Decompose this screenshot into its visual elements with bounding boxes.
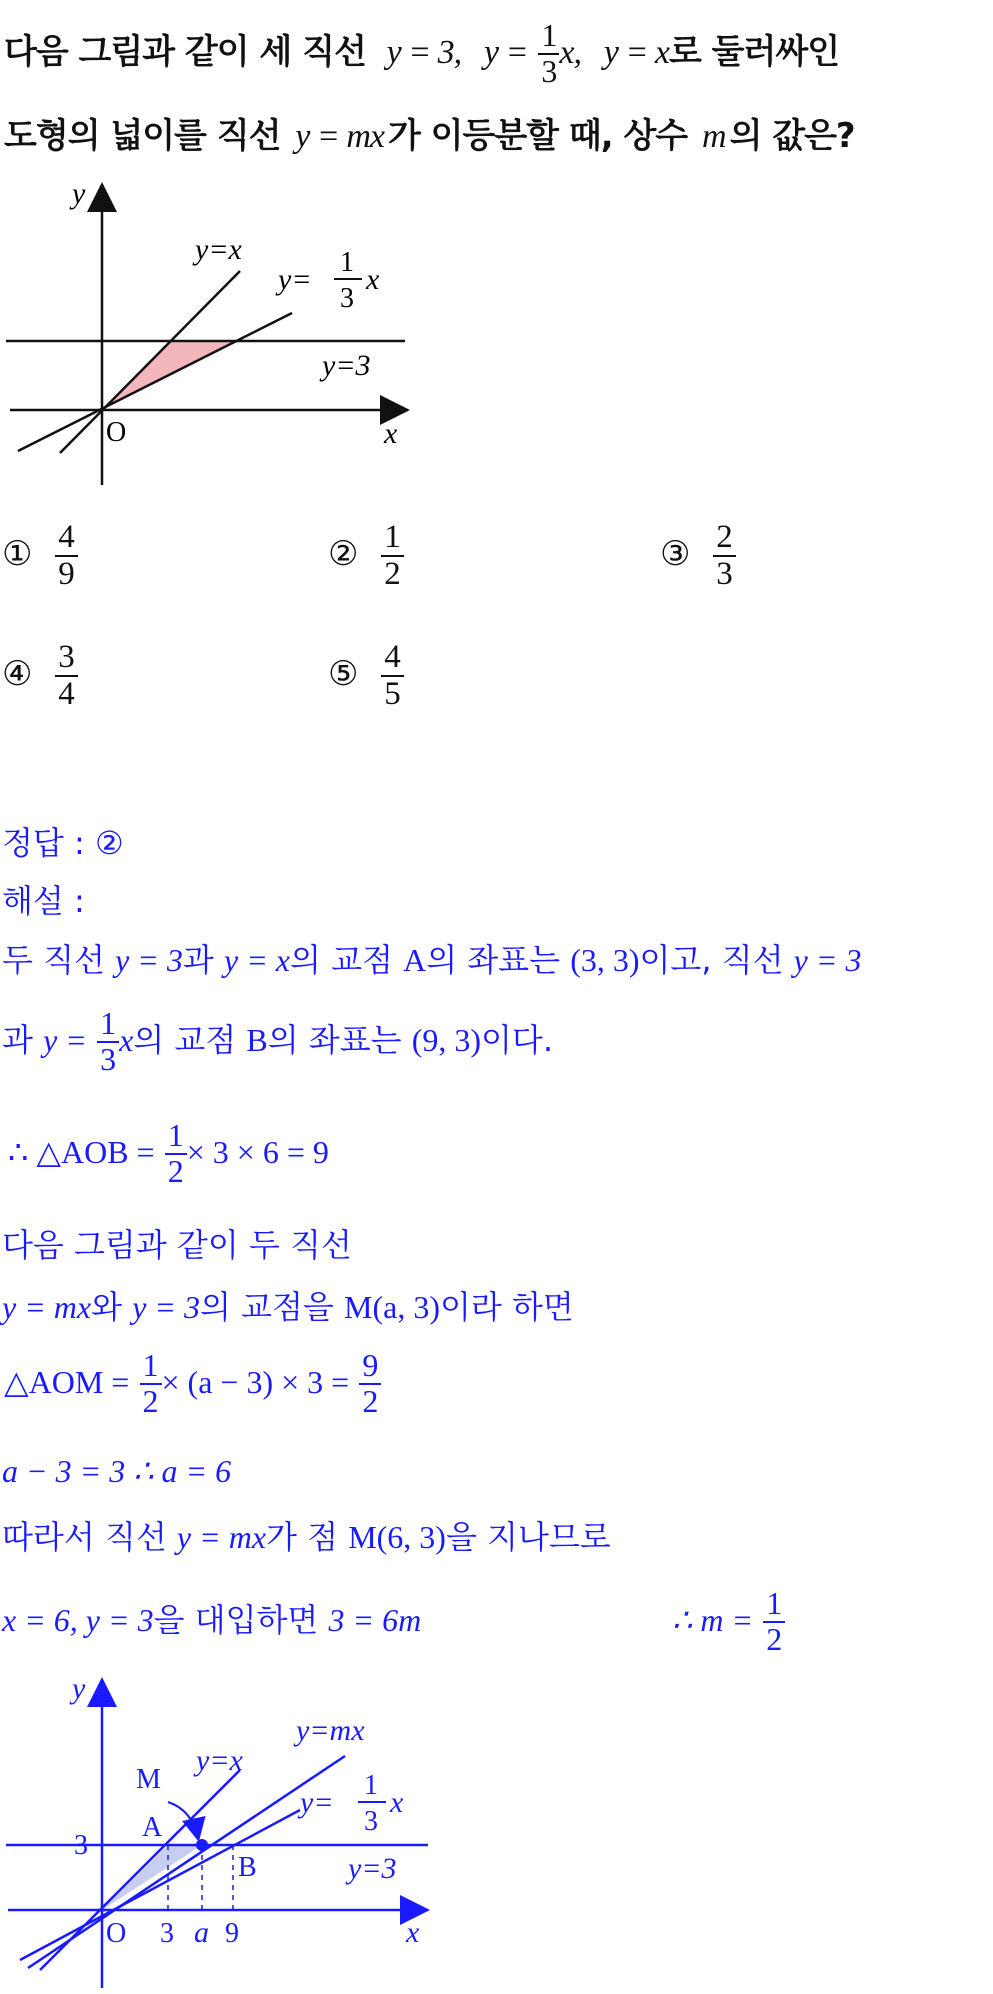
x-axis-label: x [406, 1916, 420, 1949]
label-frac-num: 1 [340, 247, 354, 278]
choice-number: ④ [2, 654, 33, 695]
origin-label: O [106, 417, 127, 448]
point-B-label: B [238, 1852, 257, 1883]
tick-x-a: a [194, 1916, 209, 1949]
solution-line-1: 두 직선 y = 3과 y = x의 교점 A의 좌표는 (3, 3)이고, 직선 y = 3 [2, 941, 862, 979]
label-y-3: y=3 [348, 1852, 397, 1885]
line-y-x [60, 271, 240, 453]
choice-5[interactable] [328, 640, 404, 711]
solution-line-9-result: ∴ m = $\frac{1}{2}$ [672, 1580, 785, 1660]
label-y-mx: y=mx [296, 1714, 365, 1747]
line-y-third-x [18, 313, 292, 451]
equation: y = mx [295, 118, 384, 155]
choice-fraction: $\frac{3}{4}$ [55, 640, 78, 711]
fraction: $\frac{1}{2}$ [140, 1349, 162, 1418]
choice-number: ⑤ [328, 654, 359, 695]
choice-fraction: $\frac{4}{9}$ [55, 520, 78, 591]
solution-line-2: 과 y = $\frac{1}{3}$ x의 교점 B의 좌표는 (9, 3)이다. [2, 1005, 554, 1077]
equation: y = x [603, 34, 669, 71]
question-text: 다음 그림과 같이 세 직선 [4, 32, 366, 72]
equation: x, [559, 34, 582, 71]
fraction: $\frac{1}{3}$ [97, 1007, 119, 1076]
equation: y = 3, [386, 34, 462, 71]
y-axis-label: y [72, 1672, 86, 1705]
point-M [196, 1839, 208, 1851]
tick-x-3: 3 [160, 1918, 174, 1949]
label-frac-num: 1 [364, 1770, 378, 1801]
solution-line-3: ∴ △AOB = $\frac{1}{2}$ × 3 × 6 = 9 [8, 1117, 329, 1189]
label-frac-x: x [390, 1786, 404, 1819]
tick-y-3: 3 [74, 1830, 88, 1861]
choice-number: ③ [660, 534, 691, 575]
label-frac-den: 3 [364, 1806, 378, 1837]
equation: m [702, 118, 726, 155]
label-y-3: y=3 [322, 349, 371, 382]
solution-line-7: a − 3 = 3 ∴ a = 6 [2, 1453, 232, 1489]
question-text: 도형의 넓이를 직선 [4, 116, 281, 156]
fraction: $\frac{9}{2}$ [359, 1349, 381, 1418]
tick-x-9: 9 [225, 1918, 239, 1949]
label-y-third-x: y= [278, 263, 312, 296]
y-axis-label: y [72, 177, 86, 210]
question-text: 의 값은? [729, 116, 855, 156]
explain-label: 해설 : [2, 882, 85, 920]
choice-number: ① [2, 534, 33, 575]
question-line-2 [4, 112, 855, 161]
question-line-1 [4, 16, 839, 88]
question-text: 가 이등분할 때, 상수 [387, 116, 688, 156]
shaded-triangle [102, 1845, 202, 1910]
choice-2[interactable] [328, 520, 404, 591]
origin-label: O [106, 1918, 127, 1949]
solution-line-9: x = 6, y = 3을 대입하면 3 = 6m [2, 1601, 422, 1639]
choice-fraction: $\frac{2}{3}$ [713, 520, 736, 591]
label-frac-x: x [366, 263, 380, 296]
answer-label: 정답 : ② [2, 824, 124, 862]
figure-2-graph [0, 1670, 440, 1994]
solution-line-5: y = mx와 y = 3의 교점을 M(a, 3)이라 하면 [2, 1288, 574, 1326]
choice-number: ② [328, 534, 359, 575]
point-M-label: M [136, 1764, 161, 1795]
choice-4[interactable] [2, 640, 78, 711]
equation: y = [484, 34, 528, 71]
fraction: $\frac{1}{3}$ [538, 19, 559, 88]
x-axis-label: x [384, 417, 398, 450]
label-y-x: y=x [196, 1744, 243, 1777]
label-frac-den: 3 [340, 283, 354, 314]
label-y-x: y=x [195, 233, 242, 266]
choice-fraction: $\frac{1}{2}$ [381, 520, 404, 591]
point-A-label: A [142, 1812, 163, 1843]
solution-line-6: △AOM = $\frac{1}{2}$ × (a − 3) × 3 = $\frac{9}{2}$ [4, 1342, 381, 1422]
figure-1-graph [0, 175, 420, 495]
choice-fraction: $\frac{4}{5}$ [381, 640, 404, 711]
fraction: $\frac{1}{2}$ [165, 1119, 187, 1188]
pointer-arrow-M [168, 1802, 198, 1838]
label-y-third-x: y= [300, 1786, 334, 1819]
solution-line-8: 따라서 직선 y = mx가 점 M(6, 3)을 지나므로 [2, 1518, 611, 1556]
line-y-mx [28, 1756, 345, 1968]
fraction: $\frac{1}{2}$ [763, 1587, 785, 1656]
choice-3[interactable] [660, 520, 736, 591]
question-text: 로 둘러싸인 [668, 32, 840, 72]
choice-1[interactable] [2, 520, 78, 591]
solution-line-4: 다음 그림과 같이 두 직선 [2, 1226, 352, 1264]
